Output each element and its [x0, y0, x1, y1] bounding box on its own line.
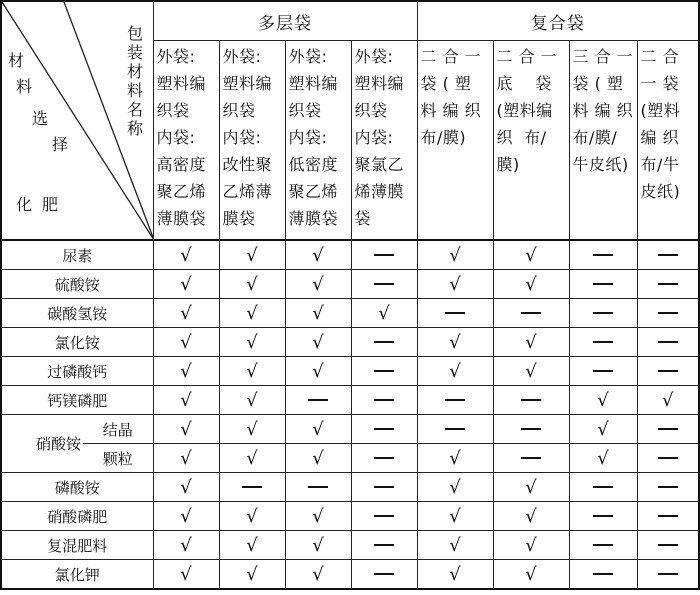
packaging-material-name-label: 包装材料名称	[126, 24, 143, 138]
suitability-cell	[285, 270, 351, 299]
fertilizer-row	[1, 415, 699, 444]
suitability-cell	[285, 357, 351, 386]
package-header-6	[493, 41, 569, 241]
suitability-cell	[493, 299, 569, 328]
suitability-cell	[569, 444, 637, 473]
package-description: 外袋: 塑料编 织袋 内袋: 改性聚 乙烯薄 膜袋	[222, 47, 273, 228]
fertilizer-name: 过磷酸钙	[1, 357, 153, 386]
check-mark-icon: √	[246, 418, 258, 440]
dash-mark-icon	[658, 341, 678, 343]
dash-mark-icon	[374, 370, 394, 372]
check-mark-icon: √	[312, 505, 324, 527]
check-mark-icon: √	[312, 447, 324, 469]
fertilizer-name: 钙镁磷肥	[1, 386, 153, 415]
dash-mark-icon	[658, 428, 678, 430]
fertilizer-row	[1, 270, 699, 299]
suitability-cell	[569, 502, 637, 531]
suitability-cell	[569, 328, 637, 357]
suitability-cell	[637, 473, 699, 502]
suitability-cell	[351, 386, 417, 415]
check-mark-icon: √	[246, 505, 258, 527]
suitability-cell	[285, 444, 351, 473]
suitability-cell	[493, 386, 569, 415]
dash-mark-icon	[374, 399, 394, 401]
material-label-2: 料	[16, 77, 33, 96]
check-mark-icon: √	[180, 447, 192, 469]
suitability-cell	[637, 270, 699, 299]
dash-mark-icon	[658, 254, 678, 256]
check-mark-icon: √	[597, 447, 609, 469]
check-mark-icon: √	[312, 302, 324, 324]
fertilizer-name: 氯化铵	[1, 328, 153, 357]
suitability-cell	[351, 270, 417, 299]
package-header-4	[351, 41, 417, 241]
suitability-cell	[493, 328, 569, 357]
check-mark-icon: √	[525, 505, 537, 527]
package-description: 二 合 一 袋 ( 塑 料 编 织 布/膜)	[420, 47, 482, 147]
fertilizer-row	[1, 502, 699, 531]
suitability-cell	[351, 328, 417, 357]
suitability-cell	[153, 386, 219, 415]
fertilizer-row	[1, 240, 699, 270]
suitability-cell	[417, 357, 493, 386]
check-mark-icon: √	[449, 331, 461, 353]
check-mark-icon: √	[180, 505, 192, 527]
material-label-1: 材	[8, 51, 25, 70]
suitability-cell	[153, 502, 219, 531]
suitability-cell	[153, 240, 219, 270]
dash-mark-icon	[593, 515, 613, 517]
dash-mark-icon	[593, 573, 613, 575]
dash-mark-icon	[593, 312, 613, 314]
suitability-cell	[351, 444, 417, 473]
dash-mark-icon	[242, 486, 262, 488]
suitability-cell	[153, 328, 219, 357]
suitability-cell	[219, 270, 285, 299]
suitability-cell	[637, 240, 699, 270]
suitability-cell	[417, 502, 493, 531]
dash-mark-icon	[658, 312, 678, 314]
dash-mark-icon	[521, 428, 541, 430]
dash-mark-icon	[374, 486, 394, 488]
check-mark-icon: √	[246, 447, 258, 469]
dash-mark-icon	[445, 399, 465, 401]
suitability-cell	[153, 357, 219, 386]
suitability-cell	[219, 386, 285, 415]
suitability-cell	[285, 299, 351, 328]
suitability-cell	[285, 240, 351, 270]
suitability-cell	[637, 560, 699, 590]
fertilizer-name: 复混肥料	[1, 531, 153, 560]
package-description: 二 合 一 底 袋 (塑料编 织 布/ 膜)	[496, 47, 558, 174]
suitability-cell	[637, 328, 699, 357]
package-description: 外袋: 塑料编 织袋 内袋: 高密度 聚乙烯 薄膜袋	[156, 47, 207, 228]
dash-mark-icon	[374, 573, 394, 575]
suitability-cell	[417, 473, 493, 502]
suitability-cell	[569, 386, 637, 415]
check-mark-icon: √	[180, 389, 192, 411]
dash-mark-icon	[374, 428, 394, 430]
suitability-cell	[285, 415, 351, 444]
suitability-cell	[351, 502, 417, 531]
suitability-cell	[417, 444, 493, 473]
check-mark-icon: √	[246, 273, 258, 295]
suitability-cell	[153, 444, 219, 473]
package-description: 外袋: 塑料编 织袋 内袋: 聚氯乙 烯薄膜 袋	[354, 47, 405, 228]
check-mark-icon: √	[180, 331, 192, 353]
suitability-cell	[219, 357, 285, 386]
dash-mark-icon	[593, 283, 613, 285]
package-header-7	[569, 41, 637, 241]
fertilizer-row	[1, 560, 699, 590]
fertilizer-row	[1, 328, 699, 357]
suitability-cell	[219, 415, 285, 444]
suitability-cell	[219, 502, 285, 531]
fertilizer-row	[1, 357, 699, 386]
check-mark-icon: √	[449, 273, 461, 295]
check-mark-icon: √	[180, 360, 192, 382]
suitability-cell	[351, 299, 417, 328]
suitability-cell	[153, 473, 219, 502]
dash-mark-icon	[445, 428, 465, 430]
dash-mark-icon	[593, 254, 613, 256]
dash-mark-icon	[308, 399, 328, 401]
suitability-cell	[153, 299, 219, 328]
dash-mark-icon	[658, 457, 678, 459]
material-label-3: 选	[32, 109, 49, 128]
check-mark-icon: √	[246, 302, 258, 324]
suitability-cell	[417, 386, 493, 415]
dash-mark-icon	[658, 283, 678, 285]
check-mark-icon: √	[525, 476, 537, 498]
suitability-cell	[285, 560, 351, 590]
suitability-cell	[493, 473, 569, 502]
suitability-cell	[637, 299, 699, 328]
dash-mark-icon	[308, 486, 328, 488]
suitability-cell	[569, 357, 637, 386]
fertilizer-name: 硫酸铵	[1, 270, 153, 299]
check-mark-icon: √	[449, 360, 461, 382]
check-mark-icon: √	[246, 563, 258, 585]
suitability-cell	[493, 444, 569, 473]
dash-mark-icon	[374, 457, 394, 459]
check-mark-icon: √	[525, 360, 537, 382]
suitability-cell	[351, 473, 417, 502]
package-header-8	[637, 41, 699, 241]
fertilizer-group-name: 硝酸铵	[1, 415, 83, 473]
dash-mark-icon	[593, 341, 613, 343]
suitability-cell	[637, 415, 699, 444]
suitability-cell	[493, 240, 569, 270]
suitability-cell	[637, 357, 699, 386]
check-mark-icon: √	[597, 418, 609, 440]
fertilizer-name: 硝酸磷肥	[1, 502, 153, 531]
check-mark-icon: √	[378, 302, 390, 324]
suitability-cell	[219, 328, 285, 357]
suitability-cell	[351, 240, 417, 270]
check-mark-icon: √	[180, 302, 192, 324]
dash-mark-icon	[658, 370, 678, 372]
suitability-cell	[417, 328, 493, 357]
check-mark-icon: √	[525, 273, 537, 295]
check-mark-icon: √	[312, 244, 324, 266]
dash-mark-icon	[658, 573, 678, 575]
suitability-cell	[351, 531, 417, 560]
dash-mark-icon	[445, 312, 465, 314]
fertilizer-subtype: 结晶	[83, 415, 153, 444]
check-mark-icon: √	[449, 476, 461, 498]
suitability-cell	[569, 560, 637, 590]
package-header-2	[219, 41, 285, 241]
suitability-cell	[417, 560, 493, 590]
check-mark-icon: √	[180, 418, 192, 440]
dash-mark-icon	[658, 544, 678, 546]
check-mark-icon: √	[662, 389, 674, 411]
suitability-cell	[493, 531, 569, 560]
check-mark-icon: √	[449, 563, 461, 585]
dash-mark-icon	[593, 370, 613, 372]
suitability-cell	[493, 270, 569, 299]
group-composite-bag: 复合袋	[417, 1, 699, 41]
fertilizer-subtype: 颗粒	[83, 444, 153, 473]
check-mark-icon: √	[525, 331, 537, 353]
suitability-cell	[417, 299, 493, 328]
suitability-cell	[153, 560, 219, 590]
package-description: 外袋: 塑料编 织袋 内袋: 低密度 聚乙烯 薄膜袋	[288, 47, 339, 228]
suitability-cell	[569, 531, 637, 560]
suitability-cell	[493, 502, 569, 531]
fertilizer-name: 碳酸氢铵	[1, 299, 153, 328]
suitability-cell	[285, 473, 351, 502]
fertilizer-row	[1, 299, 699, 328]
suitability-cell	[285, 328, 351, 357]
suitability-cell	[153, 415, 219, 444]
package-description: 三 合 一 袋 ( 塑 料 编 织 布/膜/ 牛皮纸)	[572, 47, 634, 174]
suitability-cell	[153, 270, 219, 299]
suitability-cell	[219, 473, 285, 502]
fertilizer-name: 氯化钾	[1, 560, 153, 590]
suitability-cell	[637, 386, 699, 415]
check-mark-icon: √	[597, 389, 609, 411]
check-mark-icon: √	[312, 534, 324, 556]
fertilizer-name: 尿素	[1, 240, 153, 270]
suitability-cell	[285, 386, 351, 415]
check-mark-icon: √	[246, 360, 258, 382]
check-mark-icon: √	[525, 244, 537, 266]
dash-mark-icon	[521, 312, 541, 314]
check-mark-icon: √	[525, 563, 537, 585]
suitability-cell	[351, 560, 417, 590]
fertilizer-row	[1, 386, 699, 415]
fertilizer-row	[1, 444, 699, 473]
dash-mark-icon	[521, 399, 541, 401]
package-header-1	[153, 41, 219, 241]
check-mark-icon: √	[246, 331, 258, 353]
check-mark-icon: √	[449, 505, 461, 527]
dash-mark-icon	[593, 486, 613, 488]
corner-header	[1, 1, 153, 240]
suitability-cell	[569, 299, 637, 328]
suitability-cell	[569, 473, 637, 502]
suitability-cell	[637, 502, 699, 531]
suitability-cell	[569, 415, 637, 444]
fertilizer-label: 化肥	[16, 195, 69, 214]
suitability-cell	[219, 531, 285, 560]
check-mark-icon: √	[180, 563, 192, 585]
suitability-cell	[637, 531, 699, 560]
suitability-cell	[493, 560, 569, 590]
fertilizer-row	[1, 531, 699, 560]
dash-mark-icon	[658, 486, 678, 488]
check-mark-icon: √	[180, 476, 192, 498]
suitability-cell	[493, 415, 569, 444]
suitability-cell	[417, 531, 493, 560]
suitability-cell	[285, 502, 351, 531]
suitability-cell	[351, 415, 417, 444]
dash-mark-icon	[374, 515, 394, 517]
dash-mark-icon	[521, 457, 541, 459]
fertilizer-rows	[1, 240, 699, 589]
suitability-cell	[351, 357, 417, 386]
package-header-3	[285, 41, 351, 241]
suitability-cell	[637, 444, 699, 473]
dash-mark-icon	[374, 544, 394, 546]
dash-mark-icon	[374, 283, 394, 285]
suitability-cell	[153, 531, 219, 560]
suitability-cell	[417, 415, 493, 444]
check-mark-icon: √	[449, 447, 461, 469]
check-mark-icon: √	[246, 534, 258, 556]
dash-mark-icon	[593, 544, 613, 546]
check-mark-icon: √	[449, 244, 461, 266]
suitability-cell	[493, 357, 569, 386]
suitability-cell	[219, 444, 285, 473]
check-mark-icon: √	[180, 244, 192, 266]
dash-mark-icon	[374, 341, 394, 343]
check-mark-icon: √	[312, 360, 324, 382]
material-label-4: 择	[52, 135, 69, 154]
fertilizer-name: 磷酸铵	[1, 473, 153, 502]
suitability-cell	[219, 299, 285, 328]
group-multilayer-bag: 多层袋	[153, 1, 417, 41]
package-header-5	[417, 41, 493, 241]
check-mark-icon: √	[246, 244, 258, 266]
check-mark-icon: √	[449, 534, 461, 556]
suitability-cell	[569, 240, 637, 270]
fertilizer-row	[1, 473, 699, 502]
check-mark-icon: √	[180, 534, 192, 556]
check-mark-icon: √	[312, 331, 324, 353]
dash-mark-icon	[374, 254, 394, 256]
suitability-cell	[219, 240, 285, 270]
check-mark-icon: √	[525, 534, 537, 556]
suitability-cell	[417, 270, 493, 299]
dash-mark-icon	[658, 515, 678, 517]
check-mark-icon: √	[312, 563, 324, 585]
suitability-cell	[219, 560, 285, 590]
check-mark-icon: √	[312, 273, 324, 295]
check-mark-icon: √	[180, 273, 192, 295]
suitability-cell	[569, 270, 637, 299]
suitability-cell	[417, 240, 493, 270]
package-description: 二 合 一 袋 (塑料 编 织 布/牛 皮纸)	[640, 47, 681, 201]
check-mark-icon: √	[246, 389, 258, 411]
suitability-cell	[285, 531, 351, 560]
check-mark-icon: √	[312, 418, 324, 440]
